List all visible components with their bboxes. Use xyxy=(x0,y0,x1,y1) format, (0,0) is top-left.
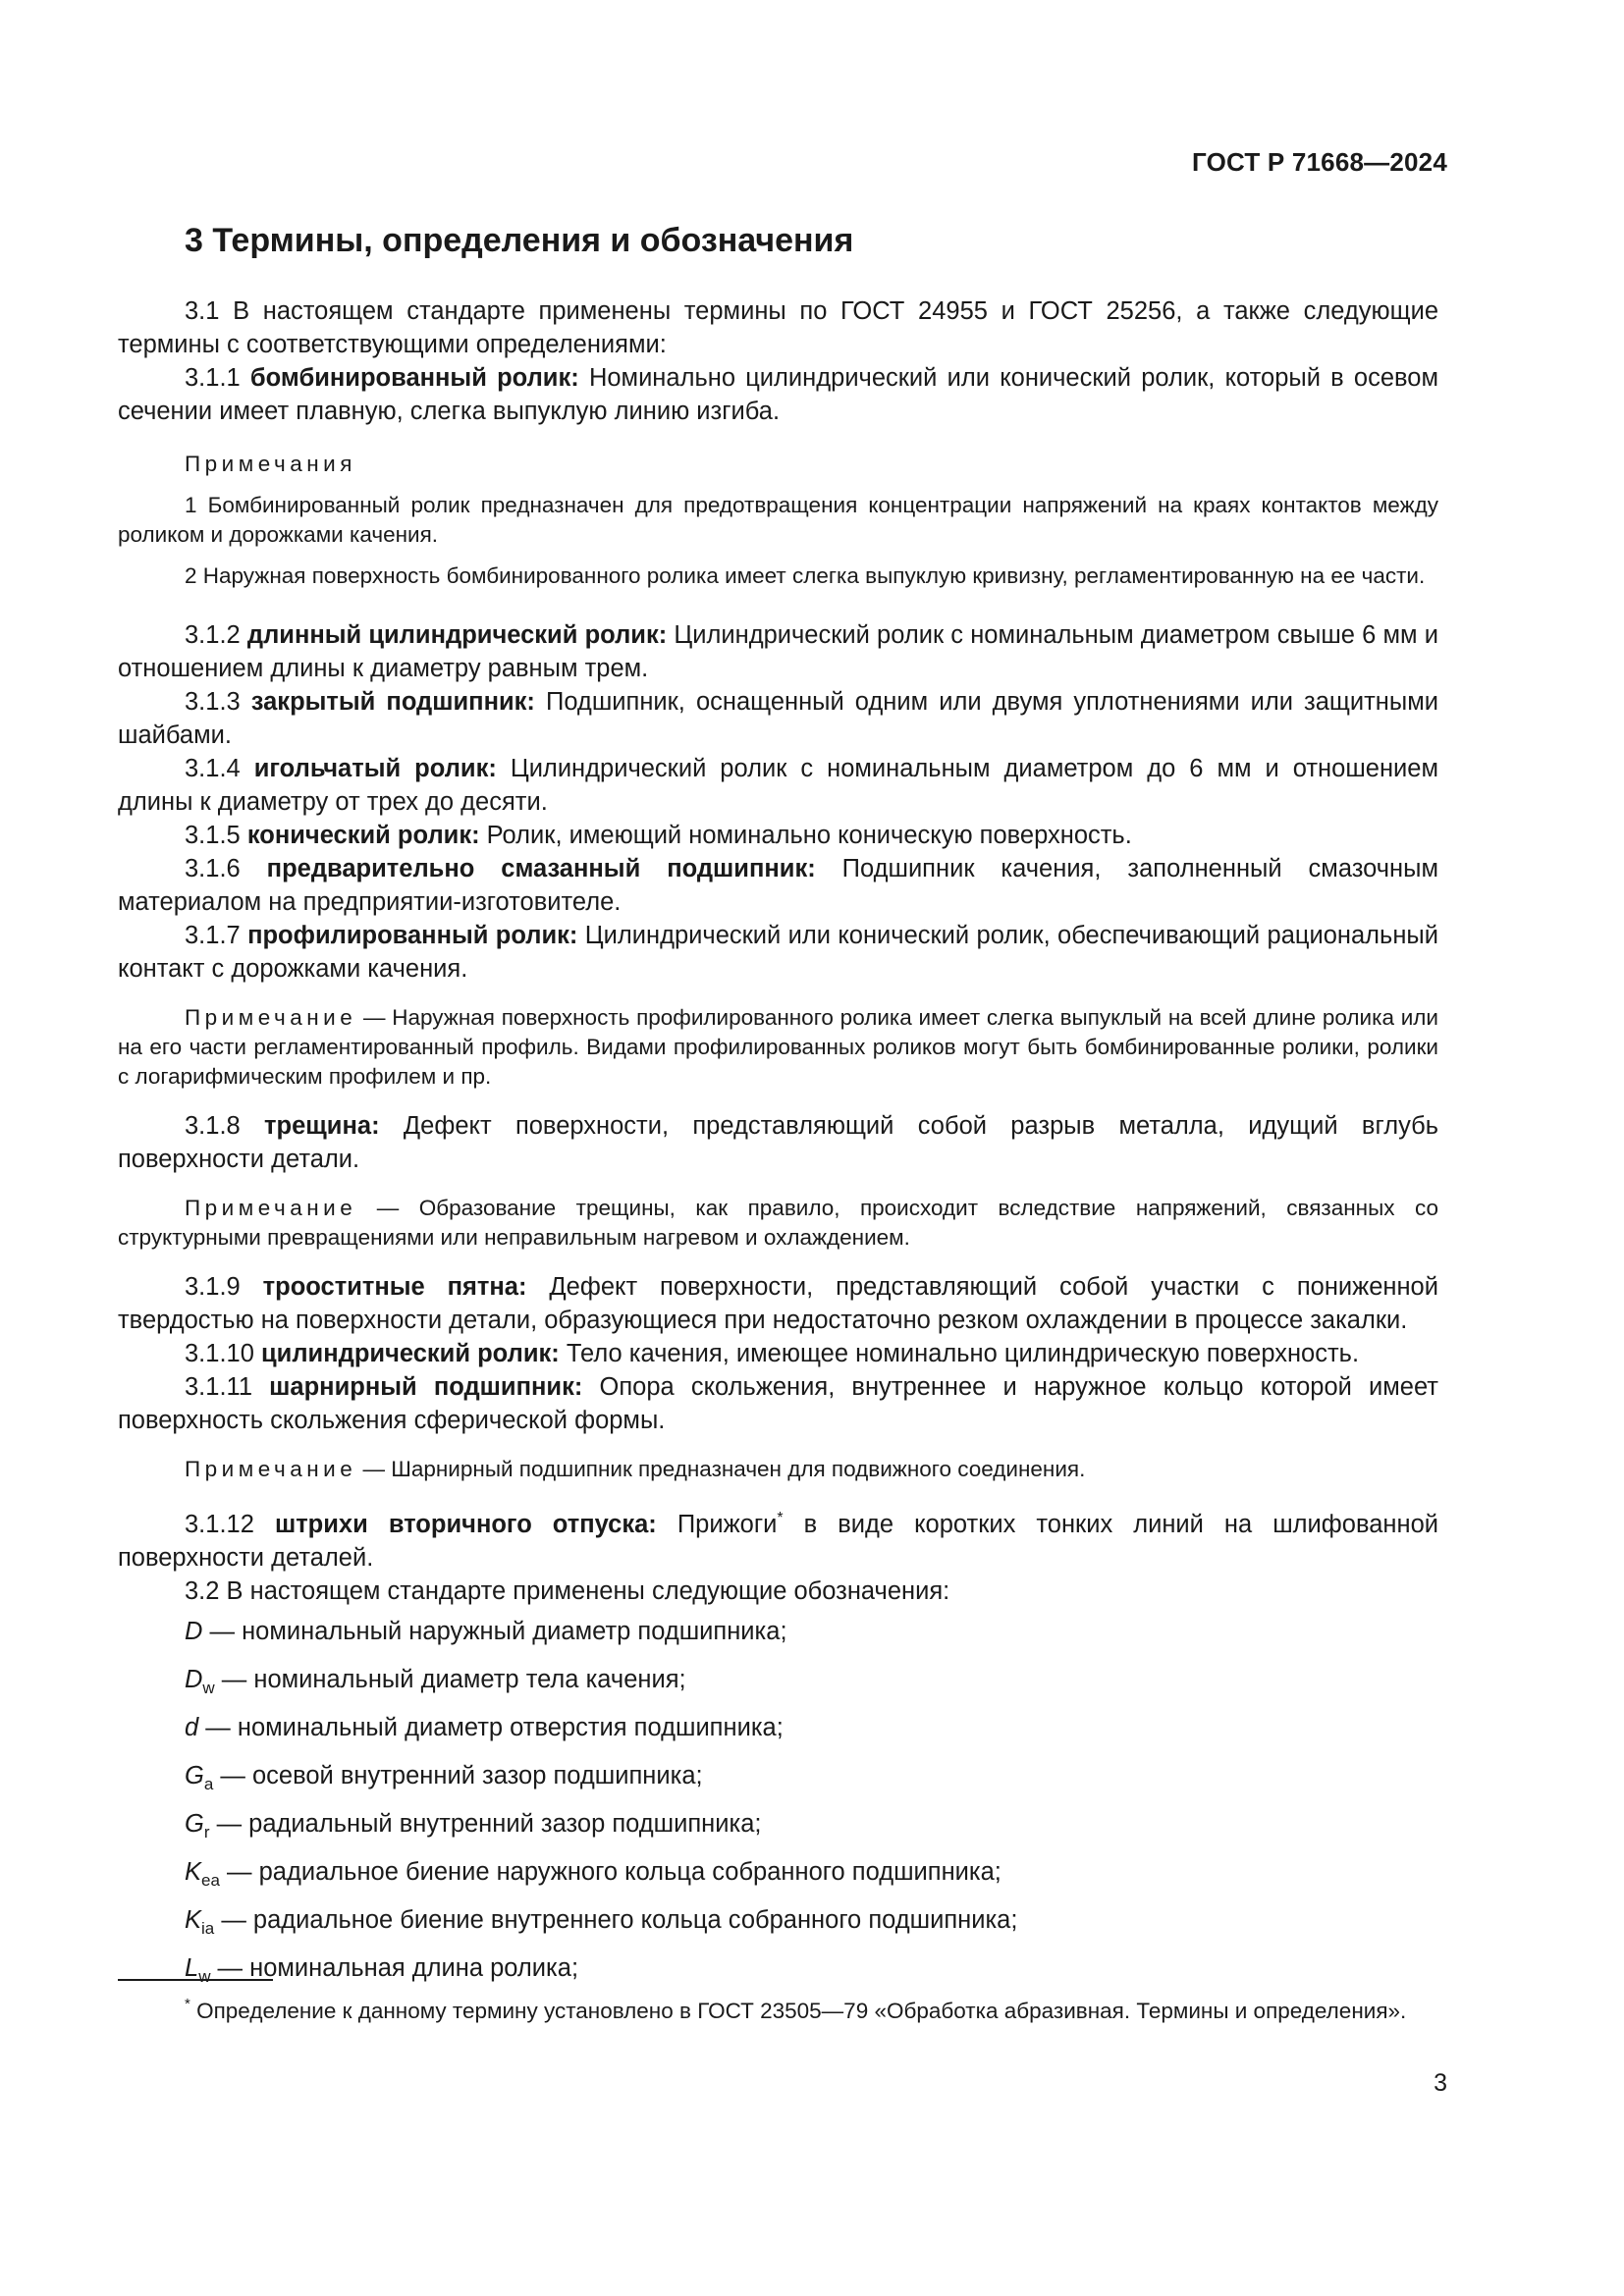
term-name: предварительно смазанный подшипник: xyxy=(266,854,816,882)
symbol-item: D — номинальный наружный диаметр подшипника; xyxy=(185,1617,787,1645)
paragraph-3-1: 3.1 В настоящем стандарте применены термины по ГОСТ 24955 и ГОСТ 25256, а также следующие термины с соответствующими определениями: xyxy=(118,296,1438,358)
paragraph-3-2: 3.2 В настоящем стандарте применены следующие обозначения: xyxy=(185,1576,950,1605)
note-profiled-roller: Примечание — Наружная поверхность профилированного ролика имеет слегка выпуклый на всей длине ролика или на его части регламентированный профиль. Видами профилированных роликов могут быть бомбинированные ролики, ролики с логарифмическим профилем и пр. xyxy=(118,1004,1438,1089)
term-name: цилиндрический ролик: xyxy=(261,1339,560,1367)
term-3-1-10: 3.1.10 цилиндрический ролик: Тело качения, имеющее номинально цилиндрическую поверхность. xyxy=(185,1339,1360,1367)
symbol-item: $K_{ea}$ — радиальное биение наружного кольца собранного подшипника; xyxy=(185,1857,1001,1890)
symbol-list xyxy=(118,1612,1438,1997)
term-name: трещина: xyxy=(264,1111,380,1140)
term-name: штрихи вторичного отпуска: xyxy=(274,1510,657,1538)
term-3-1-9: 3.1.9 трооститные пятна: Дефект поверхности, представляющий собой участки с пониженной твердостью на поверхности детали, образующиеся при недостаточно резком охлаждении в процессе закалки. xyxy=(118,1272,1438,1334)
term-name: конический ролик: xyxy=(246,821,480,849)
term-3-1-8: 3.1.8 трещина: Дефект поверхности, представляющий собой разрыв металла, идущий вглубь поверхности детали. xyxy=(118,1111,1438,1173)
term-name: длинный цилиндрический ролик: xyxy=(246,620,668,649)
term-name: закрытый подшипник: xyxy=(250,687,535,716)
note-spherical-joint: Примечание — Шарнирный подшипник предназначен для подвижного соединения. xyxy=(185,1456,1086,1481)
term-3-1-6: 3.1.6 предварительно смазанный подшипник: Подшипник качения, заполненный смазочным материалом на предприятии-изготовителе. xyxy=(118,854,1438,916)
term-name: бомбинированный ролик: xyxy=(249,363,579,392)
footnote-divider xyxy=(118,1979,273,1981)
note-1: 1 Бомбинированный ролик предназначен для предотвращения концентрации напряжений на краях контактов между роликом и дорожками качения. xyxy=(118,492,1438,547)
term-3-1-11: 3.1.11 шарнирный подшипник: Опора скольжения, внутреннее и наружное кольцо которой имеет поверхность скольжения сферической формы. xyxy=(118,1372,1438,1434)
symbol-item: $K_{ia}$ — радиальное биение внутреннего кольца собранного подшипника; xyxy=(185,1905,1018,1938)
symbol-item: $D_w$ — номинальный диаметр тела качения; xyxy=(185,1665,686,1697)
term-name: трооститные пятна: xyxy=(262,1272,527,1301)
document-code: ГОСТ Р 71668—2024 xyxy=(1192,147,1447,177)
term-3-1-7: 3.1.7 профилированный ролик: Цилиндрический или конический ролик, обеспечивающий рациональный контакт с дорожками качения. xyxy=(118,921,1438,983)
term-3-1-12: 3.1.12 штрихи вторичного отпуска: Прижоги* в виде коротких тонких линий на шлифованной поверхности деталей. xyxy=(118,1509,1438,1572)
term-3-1-2: 3.1.2 длинный цилиндрический ролик: Цилиндрический ролик с номинальным диаметром свыше 6 мм и отношением длины к диаметру равным трем. xyxy=(118,620,1438,682)
section-title: 3 Термины, определения и обозначения xyxy=(185,222,854,259)
term-name: шарнирный подшипник: xyxy=(269,1372,583,1401)
note-2: 2 Наружная поверхность бомбинированного ролика имеет слегка выпуклую кривизну, регламентированную на ее части. xyxy=(185,562,1426,588)
page-content xyxy=(118,221,1438,1997)
notes-heading: Примечания xyxy=(185,451,356,476)
term-3-1-1: 3.1.1 бомбинированный ролик: Номинально цилиндрический или конический ролик, который в осевом сечении имеет плавную, слегка выпуклую линию изгиба. xyxy=(118,363,1438,425)
term-name: игольчатый ролик: xyxy=(253,754,497,782)
page-number: 3 xyxy=(1434,2069,1447,2097)
symbol-item: $L_w$ — номинальная длина ролика; xyxy=(185,1953,579,1986)
term-3-1-4: 3.1.4 игольчатый ролик: Цилиндрический ролик с номинальным диаметром до 6 мм и отношением длины к диаметру от трех до десяти. xyxy=(118,754,1438,816)
note-crack: Примечание — Образование трещины, как правило, происходит вследствие напряжений, связанных со структурными превращениями или неправильным нагревом и охлаждением. xyxy=(118,1195,1438,1250)
term-name: профилированный ролик: xyxy=(247,921,578,949)
term-3-1-5: 3.1.5 конический ролик: Ролик, имеющий номинально коническую поверхность. xyxy=(185,821,1132,849)
footnote: * Определение к данному термину установлено в ГОСТ 23505—79 «Обработка абразивная. Термины и определения». xyxy=(185,1996,1407,2023)
footnote-reference: * xyxy=(777,1509,784,1526)
symbol-item: $G_r$ — радиальный внутренний зазор подшипника; xyxy=(185,1809,762,1842)
term-3-1-3: 3.1.3 закрытый подшипник: Подшипник, оснащенный одним или двумя уплотнениями или защитными шайбами. xyxy=(118,687,1438,749)
symbol-item: d — номинальный диаметр отверстия подшипника; xyxy=(185,1713,784,1741)
symbol-item: $G_a$ — осевой внутренний зазор подшипника; xyxy=(185,1761,703,1793)
